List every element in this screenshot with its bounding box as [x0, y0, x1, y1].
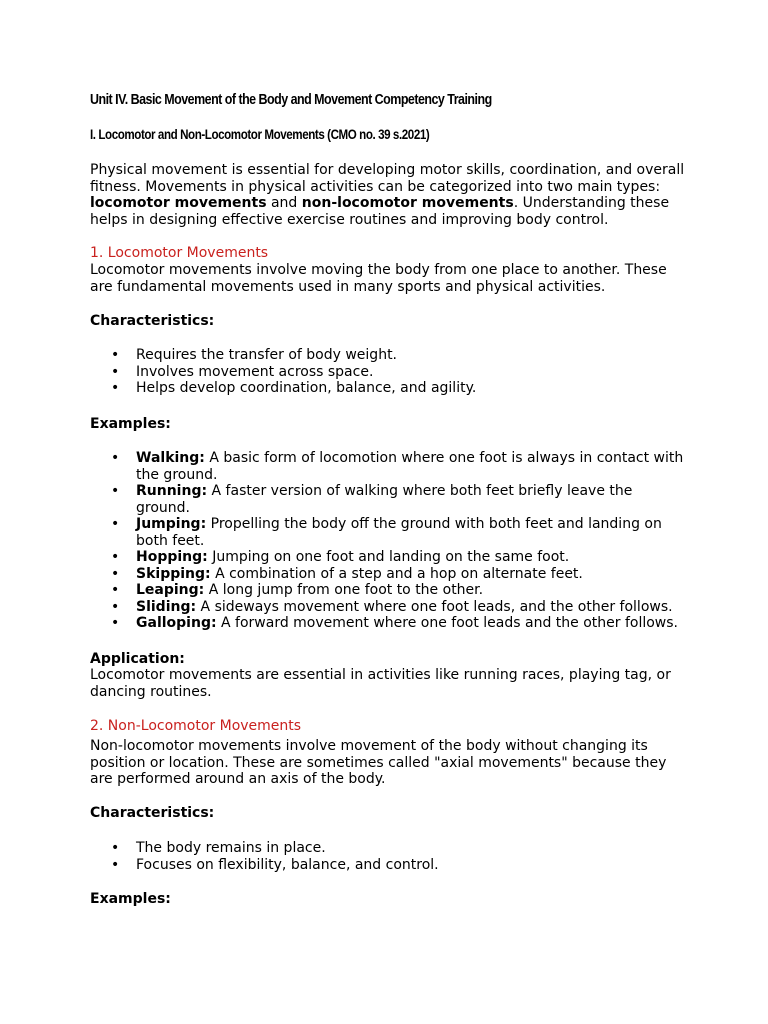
list-item-text: Focuses on flexibility, balance, and control.: [136, 856, 439, 873]
bullet-icon: •: [111, 840, 120, 856]
list-item: [90, 483, 690, 516]
list-item-text: Involves movement across space.: [136, 363, 374, 380]
list-item: [90, 615, 690, 632]
list-item: [90, 364, 690, 381]
list-item: [90, 599, 690, 616]
list-item: [90, 549, 690, 566]
example-text: Propelling the body off the ground with both feet and landing on both feet.: [136, 516, 662, 549]
example-term: Running:: [136, 483, 208, 499]
non-locomotor-characteristics-heading-text: Characteristics:: [90, 805, 215, 821]
locomotor-characteristics-heading-text: Characteristics:: [90, 313, 215, 329]
bullet-icon: •: [111, 450, 120, 466]
bullet-icon: •: [111, 363, 120, 380]
example-text: A combination of a step and a hop on alternate feet.: [210, 565, 583, 582]
intro-bold-locomotor: locomotor movements: [90, 195, 267, 211]
bullet-icon: •: [111, 380, 120, 396]
bullet-icon: •: [111, 483, 120, 499]
locomotor-application-text: Locomotor movements are essential in activities like running races, playing tag, or dancing routines.: [90, 667, 671, 700]
intro-paragraph: [90, 162, 690, 228]
bullet-icon: •: [111, 516, 120, 532]
non-locomotor-characteristics-heading: [90, 805, 690, 822]
intro-text-2: and: [266, 195, 302, 211]
locomotor-description: Locomotor movements involve moving the body from one place to another. These are fundamental movements used in many sports and physical activities.: [90, 262, 667, 295]
bullet-icon: •: [111, 582, 120, 598]
non-locomotor-characteristics-list: [90, 840, 690, 873]
intro-text-3: . Understanding these helps in designing effective exercise routines and improving body control.: [90, 195, 670, 228]
locomotor-application-heading-text: Application:: [90, 651, 185, 667]
example-text: A basic form of locomotion where one foot is always in contact with the ground.: [136, 450, 684, 483]
list-item: [90, 450, 690, 483]
list-item-text: Requires the transfer of body weight.: [136, 347, 398, 363]
example-term: Leaping:: [136, 582, 205, 598]
intro-text-1: Physical movement is essential for developing motor skills, coordination, and overall fitness. Movements in physical activities can be categorized into two main types:: [90, 162, 685, 195]
document-subtitle: I. Locomotor and Non-Locomotor Movements (CMO no. 39 s.2021): [90, 127, 430, 142]
example-text: A faster version of walking where both feet briefly leave the ground.: [136, 483, 633, 516]
bullet-icon: •: [111, 615, 120, 631]
list-item: [90, 516, 690, 549]
list-item: [90, 566, 690, 583]
example-term: Sliding:: [136, 598, 197, 615]
example-text: A forward movement where one foot leads and the other follows.: [216, 615, 678, 631]
intro-bold-non-locomotor: non-locomotor movements: [301, 195, 514, 211]
bullet-icon: •: [111, 598, 120, 615]
example-term: Walking:: [136, 450, 205, 466]
locomotor-examples-heading: [90, 416, 690, 433]
list-item: [90, 380, 690, 397]
example-term: Galloping:: [136, 615, 217, 631]
list-item: [90, 347, 690, 364]
list-item-text: Helps develop coordination, balance, and agility.: [136, 380, 477, 396]
locomotor-examples-heading-text: Examples:: [90, 416, 171, 432]
locomotor-heading: 1. Locomotor Movements: [90, 245, 269, 261]
locomotor-characteristics-list: [90, 347, 690, 397]
bullet-icon: •: [111, 347, 120, 363]
list-item: [90, 582, 690, 599]
example-text: A long jump from one foot to the other.: [204, 582, 484, 598]
locomotor-characteristics-heading: [90, 313, 690, 330]
example-text: A sideways movement where one foot leads, and the other follows.: [196, 598, 673, 615]
non-locomotor-examples-heading: [90, 891, 690, 908]
locomotor-application-heading: [90, 651, 690, 668]
example-text: Jumping on one foot and landing on the same foot.: [207, 549, 570, 565]
example-term: Hopping:: [136, 549, 208, 565]
non-locomotor-description: Non-locomotor movements involve movement of the body without changing its position or location. These are sometimes called "axial movements" because they are performed around an axis of the body.: [90, 738, 667, 787]
example-term: Jumping:: [136, 516, 207, 532]
document-title: Unit IV. Basic Movement of the Body and Movement Competency Training: [90, 92, 492, 108]
list-item: [90, 857, 690, 874]
bullet-icon: •: [111, 856, 120, 873]
locomotor-examples-list: [90, 450, 690, 632]
bullet-icon: •: [111, 565, 120, 582]
example-term: Skipping:: [136, 565, 211, 582]
bullet-icon: •: [111, 549, 120, 565]
list-item-text: The body remains in place.: [136, 840, 326, 856]
non-locomotor-heading: 2. Non-Locomotor Movements: [90, 718, 302, 734]
non-locomotor-examples-heading-text: Examples:: [90, 891, 171, 907]
list-item: [90, 840, 690, 857]
